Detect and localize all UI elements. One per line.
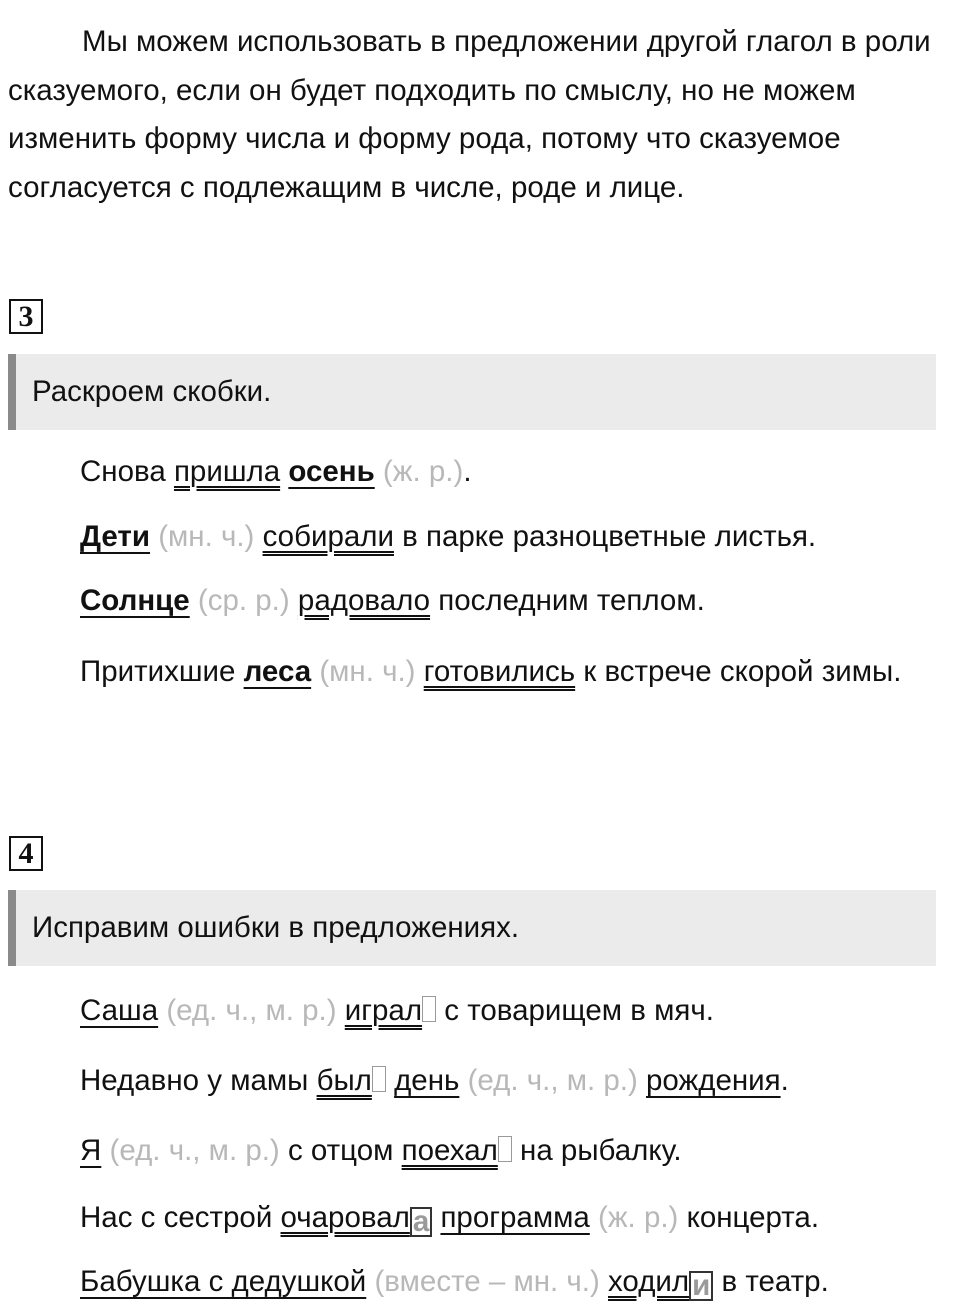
subject: Дети: [80, 520, 150, 553]
predicate: был: [316, 1064, 372, 1097]
task-3-instruction: Раскроем скобки.: [8, 354, 936, 430]
grammar-note: (ед. ч., м. р.): [109, 1134, 280, 1167]
subject: программа: [440, 1201, 590, 1234]
predicate: поехал: [401, 1134, 498, 1167]
ending-box-empty: [372, 1066, 386, 1092]
predicate: очаровал: [280, 1201, 410, 1234]
subject: леса: [243, 655, 312, 688]
task-number-4: 4: [9, 836, 43, 871]
subject: день: [394, 1064, 460, 1097]
grammar-note: (ж. р.): [382, 455, 464, 488]
sentence-4-5: Бабушка с дедушкой (вместе – мн. ч.) ходил и в театр.: [80, 1265, 829, 1302]
subject-extension: рождения: [646, 1064, 781, 1097]
predicate: радовало: [297, 584, 431, 617]
task-4-instruction: Исправим ошибки в предложениях.: [8, 890, 936, 966]
sentence-3-1: Снова пришла осень (ж. р.).: [80, 455, 472, 488]
sentence-3-4: Притихшие леса (мн. ч.) готовились к встрече скорой зимы.: [80, 655, 902, 688]
predicate: ходил: [608, 1265, 690, 1298]
subject: Бабушка с дедушкой: [80, 1265, 367, 1298]
sentence-4-4: Нас с сестрой очаровал а программа (ж. р.) концерта.: [80, 1201, 820, 1238]
subject: осень: [288, 455, 375, 488]
sentence-3-2: Дети (мн. ч.) собирали в парке разноцветные листья.: [80, 520, 817, 553]
predicate: готовились: [423, 655, 576, 688]
sentence-3-3: Солнце (ср. р.) радовало последним теплом.: [80, 584, 705, 617]
ending-box-empty: [422, 996, 436, 1022]
sentence-4-1: Саша (ед. ч., м. р.) играл с товарищем в мяч.: [80, 994, 714, 1027]
ending-fix-box: а: [410, 1207, 432, 1237]
predicate: собирали: [262, 520, 394, 553]
subject: Саша: [80, 994, 159, 1027]
ending-fix-box: и: [689, 1271, 713, 1301]
predicate: пришла: [173, 455, 281, 488]
subject: Солнце: [80, 584, 190, 617]
sentence-4-3: Я (ед. ч., м. р.) с отцом поехал на рыбалку.: [80, 1134, 682, 1167]
intro-paragraph: Мы можем использовать в предложении другой глагол в роли сказуемого, если он будет подходить по смыслу, но не можем изменить форму числа и форму рода, потому что сказуемое согласуется с подлежащим в числе, роде и лице.: [8, 25, 931, 204]
sentence-4-2: Недавно у мамы был день (ед. ч., м. р.) рождения.: [80, 1064, 789, 1097]
subject: Я: [80, 1134, 102, 1167]
grammar-note: (мн. ч.): [319, 655, 416, 688]
grammar-note: (мн. ч.): [158, 520, 255, 553]
predicate: играл: [344, 994, 423, 1027]
task-number-3: 3: [9, 299, 43, 334]
grammar-note: (ед. ч., м. р.): [467, 1064, 638, 1097]
grammar-note: (ср. р.): [197, 584, 290, 617]
grammar-note: (ед. ч., м. р.): [166, 994, 337, 1027]
grammar-note: (ж. р.): [598, 1201, 679, 1234]
ending-box-empty: [498, 1136, 512, 1162]
grammar-note: (вместе – мн. ч.): [374, 1265, 600, 1298]
